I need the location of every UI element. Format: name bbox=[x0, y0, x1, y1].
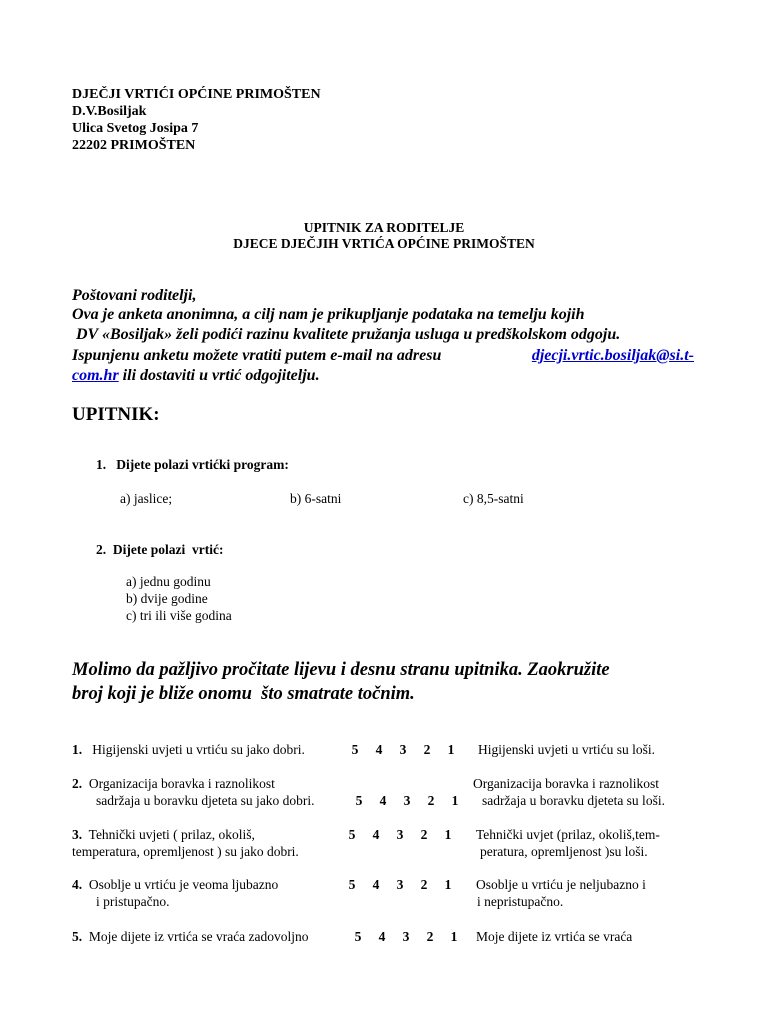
header-street: Ulica Svetog Josipa 7 bbox=[72, 121, 199, 136]
email-link-part-2[interactable]: com.hr bbox=[72, 367, 119, 384]
q1-option-a[interactable]: a) jaslice; bbox=[120, 491, 173, 506]
rating-item-5-left bbox=[72, 929, 309, 945]
rating-item-5-score-2[interactable]: 2 bbox=[426, 929, 434, 944]
instruction-line-2: broj koji je bliže onomu što smatrate točnim. bbox=[72, 684, 415, 704]
intro-line-4 bbox=[72, 367, 320, 385]
rating-item-5-left-text: Moje dijete iz vrtića se vraća zadovoljno bbox=[88, 929, 309, 944]
rating-item-1-score-1[interactable]: 1 bbox=[447, 742, 455, 757]
rating-item-1-score-4[interactable]: 4 bbox=[375, 742, 383, 757]
rating-item-5-right-text: Moje dijete iz vrtića se vraća bbox=[476, 929, 633, 944]
rating-item-4-score-3[interactable]: 3 bbox=[396, 877, 404, 892]
rating-item-4-left-line-1 bbox=[72, 877, 278, 893]
rating-item-4-score-1[interactable]: 1 bbox=[444, 877, 452, 892]
intro-greeting: Poštovani roditelji, bbox=[72, 287, 197, 304]
rating-item-2-right-text-1: Organizacija boravka i raznolikost bbox=[473, 776, 660, 791]
q2-option-a[interactable]: a) jednu godinu bbox=[126, 574, 211, 589]
rating-item-4-left-text-1: Osoblje u vrtiću je veoma ljubazno bbox=[88, 877, 279, 892]
rating-item-4-number: 4. bbox=[72, 877, 83, 892]
rating-item-3-left-text-1: Tehnički uvjeti ( prilaz, okoliš, bbox=[88, 827, 255, 842]
rating-item-2-score-4[interactable]: 4 bbox=[379, 793, 387, 808]
rating-item-5-number: 5. bbox=[72, 929, 83, 944]
rating-item-2-score-3[interactable]: 3 bbox=[403, 793, 411, 808]
rating-item-3-left-text-2: temperatura, opremljenost ) su jako dobri. bbox=[72, 844, 299, 859]
intro-line-3-text: Ispunjenu anketu možete vratiti putem e-mail na adresu bbox=[72, 347, 442, 364]
title-line-1: UPITNIK ZA RODITELJE bbox=[303, 220, 465, 235]
rating-item-5-scale bbox=[346, 929, 466, 945]
rating-item-4-right-text-2: i nepristupačno. bbox=[477, 894, 564, 909]
rating-item-1-score-5[interactable]: 5 bbox=[351, 742, 359, 757]
rating-item-3-right-text-2: peratura, opremljenost )su loši. bbox=[480, 844, 648, 859]
intro-line-1: Ova je anketa anonimna, a cilj nam je prikupljanje podataka na temelju kojih bbox=[72, 306, 585, 323]
email-link-part-1[interactable]: djecji.vrtic.bosiljak@si.t- bbox=[531, 347, 694, 364]
rating-item-5-score-1[interactable]: 1 bbox=[450, 929, 458, 944]
rating-item-4-score-4[interactable]: 4 bbox=[372, 877, 380, 892]
intro-line-4-rest: ili dostaviti u vrtić odgojitelju. bbox=[122, 367, 320, 384]
rating-item-1-left bbox=[72, 742, 305, 758]
rating-item-1-score-2[interactable]: 2 bbox=[423, 742, 431, 757]
rating-item-1-number: 1. bbox=[72, 742, 83, 757]
header-postal-city: 22202 PRIMOŠTEN bbox=[72, 138, 196, 153]
rating-item-2-left-text-1: Organizacija boravka i raznolikost bbox=[88, 776, 275, 791]
rating-item-4-scale bbox=[340, 877, 460, 893]
intro-line-3 bbox=[72, 347, 694, 365]
rating-item-1-scale bbox=[343, 742, 463, 758]
rating-item-2-scale bbox=[347, 793, 467, 809]
rating-item-1-right-text: Higijenski uvjeti u vrtiću su loši. bbox=[478, 742, 655, 757]
rating-item-3-number: 3. bbox=[72, 827, 83, 842]
header-kindergarten-name: D.V.Bosiljak bbox=[72, 104, 147, 119]
q1-option-b[interactable]: b) 6-satni bbox=[290, 491, 342, 506]
rating-item-3-score-1[interactable]: 1 bbox=[444, 827, 452, 842]
rating-item-4-left-text-2: i pristupačno. bbox=[96, 894, 170, 909]
q2-option-b[interactable]: b) dvije godine bbox=[126, 591, 208, 606]
title-line-2: DJECE DJEČJIH VRTIĆA OPĆINE PRIMOŠTEN bbox=[233, 236, 535, 251]
rating-item-2-left-text-2: sadržaja u boravku djeteta su jako dobri. bbox=[96, 793, 315, 808]
rating-item-3-score-3[interactable]: 3 bbox=[396, 827, 404, 842]
upitnik-heading: UPITNIK: bbox=[72, 404, 160, 425]
rating-item-2-right-text-2: sadržaja u boravku djeteta su loši. bbox=[482, 793, 665, 808]
rating-item-4-right-text-1: Osoblje u vrtiću je neljubazno i bbox=[476, 877, 646, 892]
instruction-line-1: Molimo da pažljivo pročitate lijevu i desnu stranu upitnika. Zaokružite bbox=[72, 660, 610, 680]
rating-item-2-number: 2. bbox=[72, 776, 83, 791]
rating-item-3-left-line-1 bbox=[72, 827, 255, 843]
rating-item-3-score-4[interactable]: 4 bbox=[372, 827, 380, 842]
rating-item-3-scale bbox=[340, 827, 460, 843]
question-2-label: 2. Dijete polazi vrtić: bbox=[96, 542, 224, 557]
q1-option-c[interactable]: c) 8,5-satni bbox=[463, 491, 524, 506]
rating-item-5-score-3[interactable]: 3 bbox=[402, 929, 410, 944]
rating-item-2-left-line-1 bbox=[72, 776, 275, 792]
rating-item-3-score-2[interactable]: 2 bbox=[420, 827, 428, 842]
rating-item-2-score-1[interactable]: 1 bbox=[451, 793, 459, 808]
rating-item-3-right-text-1: Tehnički uvjet (prilaz, okoliš,tem- bbox=[476, 827, 660, 842]
question-1-label: 1. Dijete polazi vrtićki program: bbox=[96, 457, 289, 472]
intro-line-2: DV «Bosiljak» želi podići razinu kvalitete pružanja usluga u predškolskom odgoju. bbox=[76, 326, 621, 343]
rating-item-5-score-5[interactable]: 5 bbox=[354, 929, 362, 944]
rating-item-4-score-2[interactable]: 2 bbox=[420, 877, 428, 892]
rating-item-2-score-5[interactable]: 5 bbox=[355, 793, 363, 808]
header-institution: DJEČJI VRTIĆI OPĆINE PRIMOŠTEN bbox=[72, 87, 321, 102]
rating-item-1-left-text: Higijenski uvjeti u vrtiću su jako dobri. bbox=[92, 742, 305, 757]
rating-item-3-score-5[interactable]: 5 bbox=[348, 827, 356, 842]
rating-item-1-score-3[interactable]: 3 bbox=[399, 742, 407, 757]
rating-item-2-score-2[interactable]: 2 bbox=[427, 793, 435, 808]
rating-item-4-score-5[interactable]: 5 bbox=[348, 877, 356, 892]
rating-item-5-score-4[interactable]: 4 bbox=[378, 929, 386, 944]
q2-option-c[interactable]: c) tri ili više godina bbox=[126, 608, 232, 623]
